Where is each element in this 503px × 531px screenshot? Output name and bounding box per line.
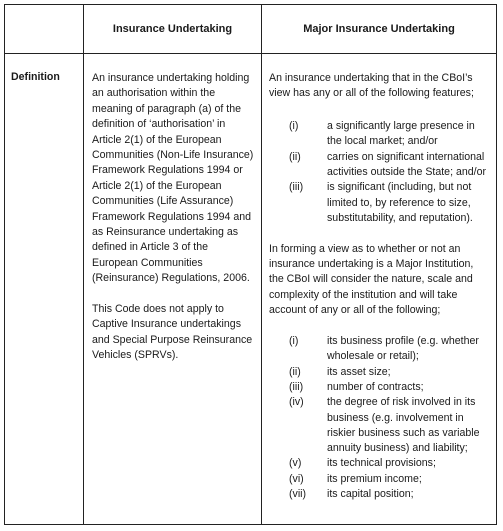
list-item-text: its asset size;: [327, 365, 391, 378]
definition-table: [4, 4, 497, 525]
list-item-number: (vii): [289, 488, 307, 501]
features-list: [269, 119, 490, 227]
header-col3-label: Major Insurance Undertaking: [303, 23, 455, 35]
list-item-number: (iii): [289, 380, 304, 393]
criteria-list: [269, 334, 490, 502]
row-label-definition: Definition: [5, 54, 84, 524]
list-item: [269, 334, 490, 365]
list-item-number: (ii): [289, 150, 301, 163]
header-empty-cell: [5, 5, 84, 54]
list-item-text: is significant (including, but not limited to, by reference to size, substitutability, and reputation).: [327, 181, 473, 225]
header-col2-label: Insurance Undertaking: [112, 23, 233, 35]
list-item: [269, 456, 490, 471]
list-item: [269, 119, 490, 150]
major-criteria-paragraph: In forming a view as to whether or not an insurance undertaking is a Major Institution, the CBoI will consider the nature, scale and complexity of the institution and will take account of any or all of the following;: [269, 242, 474, 317]
header-major-insurance-undertaking: [262, 5, 496, 54]
list-item-number: (i): [289, 119, 299, 132]
list-item-text: its technical provisions;: [327, 457, 436, 470]
major-insurance-undertaking-definition: [262, 54, 496, 524]
list-item-number: (iii): [289, 181, 304, 194]
list-item: [269, 380, 490, 395]
list-item-number: (i): [289, 335, 299, 348]
list-item: [269, 365, 490, 380]
list-item: [269, 472, 490, 487]
major-intro-paragraph: An insurance undertaking that in the CBoI’s view has any or all of the following features;: [269, 72, 474, 100]
list-item-text: its capital position;: [327, 488, 414, 501]
list-item-text: its business profile (e.g. whether wholesale or retail);: [327, 335, 479, 363]
list-item: [269, 150, 490, 181]
insurance-definition-paragraph: An insurance undertaking holding an authorisation within the meaning of paragraph (a) of the definition of ‘authorisation’ in Article 2(1) of the European Communities (Non-Life Insurance) Framework Regulations 1994 or Article 2(1) of the European Communities (Life Assurance) Framework Regulations 1994 and as Reinsurance undertaking as defined in Article 3 of the European Communities (Reinsurance) Regulations, 2006.: [92, 72, 254, 285]
list-item-number: (v): [289, 457, 302, 470]
list-item: [269, 395, 490, 456]
list-item-text: its premium income;: [327, 472, 422, 485]
code-exclusion-paragraph: This Code does not apply to Captive Insurance undertakings and Special Purpose Reinsurance Vehicles (SPRVs).: [92, 303, 253, 362]
insurance-undertaking-definition: [84, 54, 262, 524]
list-item-text: the degree of risk involved in its business (e.g. involvement in riskier business such as variable annuity business) and liability;: [327, 396, 480, 455]
list-item-number: (vi): [289, 472, 304, 485]
list-item: [269, 487, 490, 502]
header-insurance-undertaking: [84, 5, 262, 54]
list-item: [269, 180, 490, 226]
list-item-text: number of contracts;: [327, 380, 424, 393]
list-item-number: (iv): [289, 396, 304, 409]
list-item-text: carries on significant international activities outside the State; and/or: [327, 150, 486, 179]
list-item-text: a significantly large presence in the local market; and/or: [327, 119, 475, 148]
list-item-number: (ii): [289, 365, 301, 378]
